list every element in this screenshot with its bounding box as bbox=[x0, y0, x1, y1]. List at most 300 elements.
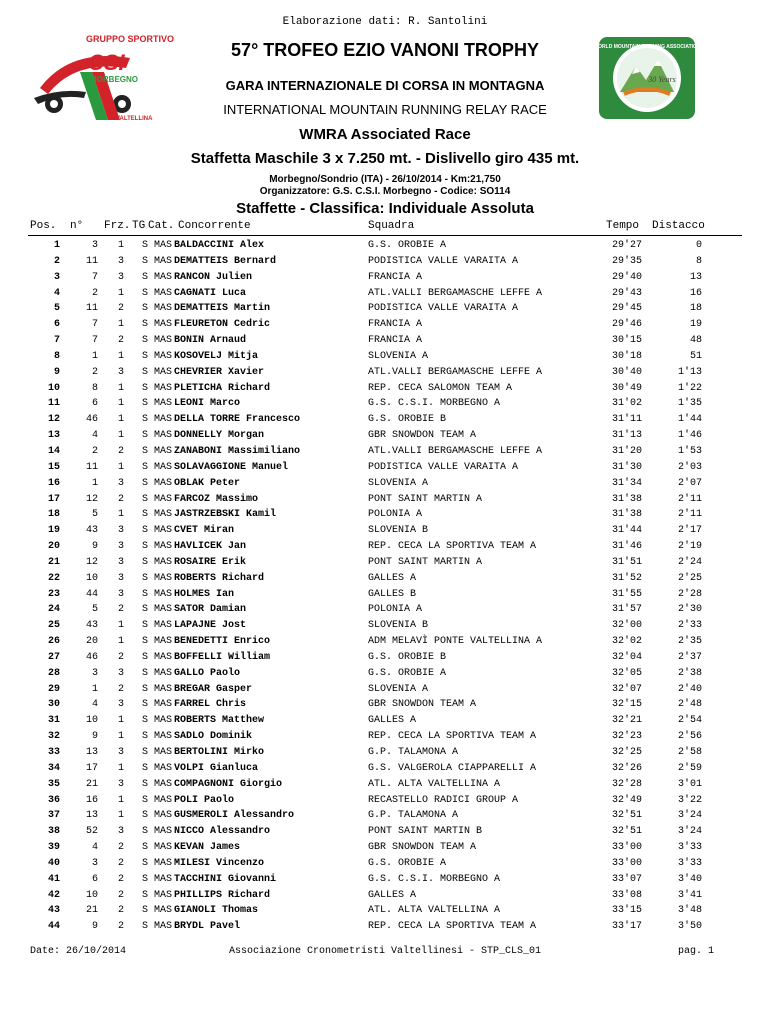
cell-cat: MAS bbox=[154, 303, 173, 315]
cell-tg: S bbox=[141, 857, 148, 869]
cell-pos: 16 bbox=[47, 477, 60, 489]
cell-gap: 1'44 bbox=[677, 414, 702, 426]
cell-name: OBLAK Peter bbox=[174, 477, 241, 489]
cell-pos: 17 bbox=[47, 493, 60, 505]
cell-time: 31'34 bbox=[611, 477, 642, 489]
cell-pos: 8 bbox=[53, 350, 60, 362]
cell-cat: MAS bbox=[154, 541, 173, 553]
cell-frz: 1 bbox=[117, 620, 124, 632]
cell-gap: 8 bbox=[695, 255, 702, 267]
cell-cat: MAS bbox=[154, 461, 173, 473]
cell-num: 4 bbox=[91, 430, 98, 442]
cell-frz: 2 bbox=[117, 604, 124, 616]
cell-team: G.S. C.S.I. MORBEGNO A bbox=[368, 398, 501, 410]
cell-name: SADLO Dominik bbox=[174, 731, 253, 743]
table-row bbox=[0, 460, 770, 476]
cell-name: RANCON Julien bbox=[174, 271, 253, 283]
cell-cat: MAS bbox=[154, 525, 173, 537]
cell-num: 10 bbox=[85, 715, 98, 727]
cell-frz: 1 bbox=[117, 350, 124, 362]
cell-name: DEMATTEIS Martin bbox=[174, 303, 271, 315]
cell-time: 31'38 bbox=[611, 509, 642, 521]
table-row bbox=[0, 666, 770, 682]
race-title: 57° TROFEO EZIO VANONI TROPHY bbox=[231, 40, 539, 60]
cell-name: FARCOZ Massimo bbox=[174, 493, 259, 505]
cell-cat: MAS bbox=[154, 350, 173, 362]
cell-cat: MAS bbox=[154, 699, 173, 711]
cell-time: 31'20 bbox=[611, 445, 642, 457]
cell-time: 33'00 bbox=[611, 842, 642, 854]
cell-pos: 23 bbox=[47, 588, 60, 600]
cell-tg: S bbox=[141, 445, 148, 457]
cell-num: 16 bbox=[85, 794, 98, 806]
footer-page: pag. 1 bbox=[677, 946, 714, 957]
svg-text:CSI: CSI bbox=[88, 50, 125, 75]
cell-time: 31'57 bbox=[611, 604, 642, 616]
cell-time: 32'07 bbox=[611, 683, 642, 695]
cell-num: 46 bbox=[85, 651, 98, 663]
cell-gap: 16 bbox=[689, 287, 702, 299]
cell-gap: 2'28 bbox=[677, 588, 702, 600]
cell-tg: S bbox=[141, 303, 148, 315]
cell-team: G.P. TALAMONA A bbox=[368, 747, 459, 758]
cell-team: GALLES A bbox=[368, 889, 417, 901]
cell-num: 46 bbox=[85, 414, 98, 426]
cell-tg: S bbox=[141, 747, 148, 758]
cell-name: COMPAGNONI Giorgio bbox=[174, 778, 283, 790]
cell-gap: 2'54 bbox=[677, 715, 702, 727]
race-location-date: Morbegno/Sondrio (ITA) - 26/10/2014 - Km:21,750 bbox=[269, 174, 501, 185]
cell-num: 11 bbox=[85, 461, 98, 473]
cell-pos: 27 bbox=[47, 651, 60, 663]
cell-team: SLOVENIA B bbox=[368, 620, 429, 632]
cell-gap: 2'24 bbox=[677, 556, 702, 568]
cell-frz: 1 bbox=[117, 461, 124, 473]
cell-num: 6 bbox=[91, 398, 98, 410]
cell-team: POLONIA A bbox=[368, 509, 423, 521]
cell-pos: 10 bbox=[47, 382, 60, 394]
cell-name: BERTOLINI Mirko bbox=[174, 747, 265, 758]
cell-frz: 3 bbox=[117, 525, 124, 537]
table-row bbox=[0, 650, 770, 666]
cell-pos: 26 bbox=[47, 636, 60, 648]
data-credit: Elaborazione dati: R. Santolini bbox=[282, 16, 488, 28]
cell-frz: 3 bbox=[117, 747, 124, 758]
col-pos: Pos. bbox=[30, 220, 57, 232]
cell-time: 29'35 bbox=[611, 255, 642, 267]
cell-tg: S bbox=[141, 842, 148, 854]
cell-team: GALLES A bbox=[368, 572, 417, 584]
cell-pos: 13 bbox=[47, 430, 60, 442]
table-row bbox=[0, 808, 770, 824]
cell-team: PODISTICA VALLE VARAITA A bbox=[368, 255, 519, 267]
cell-tg: S bbox=[141, 477, 148, 489]
cell-cat: MAS bbox=[154, 731, 173, 743]
cell-name: SOLAVAGGIONE Manuel bbox=[174, 461, 289, 473]
ranking-title: Staffette - Classifica: Individuale Assoluta bbox=[236, 200, 534, 217]
cell-pos: 24 bbox=[47, 604, 60, 616]
cell-tg: S bbox=[141, 461, 148, 473]
cell-pos: 39 bbox=[47, 842, 60, 854]
cell-tg: S bbox=[141, 271, 148, 283]
cell-frz: 3 bbox=[117, 572, 124, 584]
cell-num: 1 bbox=[91, 477, 98, 489]
cell-num: 43 bbox=[85, 525, 98, 537]
table-row bbox=[0, 270, 770, 286]
cell-name: MILESI Vincenzo bbox=[174, 857, 265, 869]
cell-gap: 2'56 bbox=[677, 731, 702, 743]
cell-cat: MAS bbox=[154, 636, 173, 648]
cell-pos: 25 bbox=[47, 620, 60, 632]
cell-team: POLONIA A bbox=[368, 604, 423, 616]
col-team: Squadra bbox=[368, 220, 415, 232]
cell-time: 31'11 bbox=[611, 414, 642, 426]
cell-team: SLOVENIA B bbox=[368, 525, 429, 537]
table-row bbox=[0, 254, 770, 270]
cell-gap: 18 bbox=[689, 303, 702, 315]
cell-pos: 44 bbox=[47, 921, 60, 933]
table-row bbox=[0, 793, 770, 809]
cell-tg: S bbox=[141, 255, 148, 267]
cell-team: G.S. OROBIE A bbox=[368, 857, 447, 869]
table-row bbox=[0, 286, 770, 302]
cell-name: PLETICHA Richard bbox=[174, 382, 271, 394]
cell-name: BOFFELLI William bbox=[174, 651, 271, 663]
cell-gap: 2'37 bbox=[677, 651, 702, 663]
cell-gap: 48 bbox=[689, 335, 702, 347]
table-row bbox=[0, 396, 770, 412]
cell-gap: 2'30 bbox=[677, 604, 702, 616]
cell-time: 29'27 bbox=[611, 240, 642, 251]
page-footer bbox=[0, 946, 770, 960]
cell-gap: 3'33 bbox=[677, 842, 702, 854]
cell-time: 29'46 bbox=[611, 319, 642, 331]
cell-gap: 3'22 bbox=[677, 794, 702, 806]
cell-team: GBR SNOWDON TEAM A bbox=[368, 699, 477, 711]
cell-gap: 2'11 bbox=[677, 509, 702, 521]
cell-frz: 2 bbox=[117, 651, 124, 663]
cell-gap: 2'19 bbox=[677, 541, 702, 553]
cell-cat: MAS bbox=[154, 604, 173, 616]
cell-frz: 2 bbox=[117, 842, 124, 854]
cell-tg: S bbox=[141, 287, 148, 299]
cell-team: SLOVENIA A bbox=[368, 350, 429, 362]
cell-tg: S bbox=[141, 525, 148, 537]
cell-gap: 1'46 bbox=[677, 430, 702, 442]
cell-team: PONT SAINT MARTIN A bbox=[368, 556, 483, 568]
svg-text:WORLD MOUNTAIN RUNNING ASSOCIA: WORLD MOUNTAIN RUNNING ASSOCIATION bbox=[593, 44, 701, 50]
cell-tg: S bbox=[141, 335, 148, 347]
cell-num: 7 bbox=[91, 319, 98, 331]
cell-time: 29'43 bbox=[611, 287, 642, 299]
wmra-label: WMRA Associated Race bbox=[299, 126, 471, 143]
cell-gap: 2'58 bbox=[677, 747, 702, 758]
table-row bbox=[0, 587, 770, 603]
cell-cat: MAS bbox=[154, 398, 173, 410]
cell-cat: MAS bbox=[154, 382, 173, 394]
cell-gap: 1'22 bbox=[677, 382, 702, 394]
cell-time: 32'04 bbox=[611, 651, 642, 663]
cell-pos: 6 bbox=[53, 319, 60, 331]
cell-tg: S bbox=[141, 556, 148, 568]
cell-tg: S bbox=[141, 240, 148, 251]
cell-tg: S bbox=[141, 699, 148, 711]
cell-gap: 2'48 bbox=[677, 699, 702, 711]
cell-name: VOLPI Gianluca bbox=[174, 762, 259, 774]
cell-num: 7 bbox=[91, 271, 98, 283]
cell-num: 20 bbox=[85, 636, 98, 648]
cell-pos: 9 bbox=[53, 366, 60, 378]
col-cat: Cat. bbox=[148, 220, 175, 232]
cell-name: GUSMEROLI Alessandro bbox=[174, 810, 295, 822]
cell-tg: S bbox=[141, 794, 148, 806]
cell-cat: MAS bbox=[154, 794, 173, 806]
cell-pos: 33 bbox=[47, 747, 60, 758]
table-row bbox=[0, 872, 770, 888]
cell-team: G.P. TALAMONA A bbox=[368, 810, 459, 822]
cell-cat: MAS bbox=[154, 588, 173, 600]
race-organizer: Organizzatore: G.S. C.S.I. Morbegno - Codice: SO114 bbox=[259, 186, 511, 197]
table-row bbox=[0, 238, 770, 254]
table-row bbox=[0, 713, 770, 729]
cell-frz: 1 bbox=[117, 810, 124, 822]
cell-team: G.S. OROBIE B bbox=[368, 414, 447, 426]
cell-frz: 2 bbox=[117, 493, 124, 505]
svg-text:VALTELLINA: VALTELLINA bbox=[116, 116, 153, 122]
cell-pos: 2 bbox=[53, 255, 60, 267]
cell-name: POLI Paolo bbox=[174, 794, 235, 806]
cell-tg: S bbox=[141, 382, 148, 394]
cell-cat: MAS bbox=[154, 319, 173, 331]
cell-num: 2 bbox=[91, 287, 98, 299]
cell-pos: 12 bbox=[47, 414, 60, 426]
table-row bbox=[0, 919, 770, 935]
cell-team: FRANCIA A bbox=[368, 271, 423, 283]
cell-num: 9 bbox=[91, 731, 98, 743]
cell-num: 9 bbox=[91, 541, 98, 553]
table-header bbox=[0, 220, 770, 236]
cell-pos: 19 bbox=[47, 525, 60, 537]
cell-team: PODISTICA VALLE VARAITA A bbox=[368, 461, 519, 473]
race-subtitle: GARA INTERNAZIONALE DI CORSA IN MONTAGNA bbox=[225, 78, 545, 93]
cell-name: NICCO Alessandro bbox=[174, 826, 271, 838]
results-table bbox=[0, 238, 770, 935]
cell-frz: 3 bbox=[117, 255, 124, 267]
cell-team: PONT SAINT MARTIN B bbox=[368, 826, 483, 838]
cell-tg: S bbox=[141, 651, 148, 663]
cell-time: 29'40 bbox=[611, 271, 642, 283]
cell-num: 12 bbox=[85, 556, 98, 568]
cell-tg: S bbox=[141, 731, 148, 743]
cell-tg: S bbox=[141, 921, 148, 933]
cell-team: ATL. ALTA VALTELLINA A bbox=[368, 905, 501, 917]
cell-time: 31'55 bbox=[611, 588, 642, 600]
cell-time: 30'49 bbox=[611, 382, 642, 394]
cell-frz: 1 bbox=[117, 414, 124, 426]
cell-name: CVET Miran bbox=[174, 525, 235, 537]
cell-frz: 1 bbox=[117, 398, 124, 410]
cell-team: GALLES A bbox=[368, 715, 417, 727]
cell-team: ATL.VALLI BERGAMASCHE LEFFE A bbox=[368, 366, 543, 378]
cell-gap: 2'35 bbox=[677, 636, 702, 648]
cell-frz: 1 bbox=[117, 762, 124, 774]
cell-name: DEMATTEIS Bernard bbox=[174, 255, 277, 267]
cell-frz: 1 bbox=[117, 430, 124, 442]
cell-pos: 42 bbox=[47, 889, 60, 901]
cell-time: 32'02 bbox=[611, 636, 642, 648]
cell-cat: MAS bbox=[154, 921, 173, 933]
cell-team: GBR SNOWDON TEAM A bbox=[368, 430, 477, 442]
cell-cat: MAS bbox=[154, 366, 173, 378]
cell-frz: 3 bbox=[117, 366, 124, 378]
cell-pos: 32 bbox=[47, 731, 60, 743]
cell-num: 12 bbox=[85, 493, 98, 505]
cell-team: FRANCIA A bbox=[368, 319, 423, 331]
cell-team: G.S. VALGEROLA CIAPPARELLI A bbox=[368, 762, 537, 774]
cell-cat: MAS bbox=[154, 762, 173, 774]
cell-num: 3 bbox=[91, 667, 98, 679]
cell-tg: S bbox=[141, 905, 148, 917]
cell-gap: 2'25 bbox=[677, 572, 702, 584]
cell-name: GIANOLI Thomas bbox=[174, 905, 259, 917]
cell-frz: 1 bbox=[117, 240, 124, 251]
cell-frz: 2 bbox=[117, 335, 124, 347]
cell-frz: 1 bbox=[117, 715, 124, 727]
cell-name: FARREL Chris bbox=[174, 699, 247, 711]
cell-pos: 14 bbox=[47, 445, 60, 457]
cell-num: 2 bbox=[91, 366, 98, 378]
cell-gap: 3'48 bbox=[677, 905, 702, 917]
cell-frz: 1 bbox=[117, 319, 124, 331]
table-row bbox=[0, 697, 770, 713]
cell-tg: S bbox=[141, 762, 148, 774]
cell-gap: 0 bbox=[695, 240, 702, 251]
cell-cat: MAS bbox=[154, 842, 173, 854]
cell-cat: MAS bbox=[154, 810, 173, 822]
cell-gap: 3'24 bbox=[677, 810, 702, 822]
table-row bbox=[0, 428, 770, 444]
cell-gap: 2'07 bbox=[677, 477, 702, 489]
cell-tg: S bbox=[141, 604, 148, 616]
cell-pos: 30 bbox=[47, 699, 60, 711]
table-row bbox=[0, 555, 770, 571]
cell-gap: 2'17 bbox=[677, 525, 702, 537]
col-tg: TG bbox=[132, 220, 146, 232]
cell-cat: MAS bbox=[154, 271, 173, 283]
cell-team: SLOVENIA A bbox=[368, 683, 429, 695]
table-row bbox=[0, 317, 770, 333]
cell-frz: 1 bbox=[117, 382, 124, 394]
table-row bbox=[0, 729, 770, 745]
cell-frz: 1 bbox=[117, 731, 124, 743]
cell-cat: MAS bbox=[154, 667, 173, 679]
cell-time: 32'49 bbox=[611, 794, 642, 806]
col-num: n° bbox=[70, 220, 84, 232]
cell-tg: S bbox=[141, 620, 148, 632]
cell-name: DONNELLY Morgan bbox=[174, 430, 265, 442]
cell-tg: S bbox=[141, 588, 148, 600]
cell-time: 33'07 bbox=[611, 873, 642, 885]
table-row bbox=[0, 412, 770, 428]
cell-name: HAVLICEK Jan bbox=[174, 541, 247, 553]
cell-frz: 2 bbox=[117, 873, 124, 885]
cell-time: 32'23 bbox=[611, 731, 642, 743]
cell-team: ATL. ALTA VALTELLINA A bbox=[368, 778, 501, 790]
cell-name: DELLA TORRE Francesco bbox=[174, 414, 301, 426]
cell-pos: 31 bbox=[47, 715, 60, 727]
cell-cat: MAS bbox=[154, 572, 173, 584]
cell-tg: S bbox=[141, 572, 148, 584]
cell-time: 30'18 bbox=[611, 350, 642, 362]
col-time: Tempo bbox=[606, 220, 640, 232]
table-row bbox=[0, 365, 770, 381]
cell-cat: MAS bbox=[154, 509, 173, 521]
cell-name: GALLO Paolo bbox=[174, 667, 241, 679]
cell-frz: 3 bbox=[117, 778, 124, 790]
cell-team: G.S. OROBIE B bbox=[368, 651, 447, 663]
cell-gap: 1'53 bbox=[677, 445, 702, 457]
footer-date: Date: 26/10/2014 bbox=[30, 946, 127, 957]
cell-num: 11 bbox=[85, 303, 98, 315]
cell-frz: 1 bbox=[117, 794, 124, 806]
cell-cat: MAS bbox=[154, 477, 173, 489]
cell-cat: MAS bbox=[154, 414, 173, 426]
cell-team: REP. CECA SALOMON TEAM A bbox=[368, 382, 513, 394]
cell-name: BENEDETTI Enrico bbox=[174, 636, 271, 648]
cell-tg: S bbox=[141, 873, 148, 885]
cell-time: 33'00 bbox=[611, 857, 642, 869]
col-name: Concorrente bbox=[178, 220, 251, 232]
cell-team: GALLES B bbox=[368, 588, 417, 600]
cell-gap: 2'40 bbox=[677, 683, 702, 695]
race-subtitle-english: INTERNATIONAL MOUNTAIN RUNNING RELAY RACE bbox=[223, 102, 547, 117]
table-row bbox=[0, 618, 770, 634]
cell-team: G.S. OROBIE A bbox=[368, 667, 447, 679]
cell-gap: 19 bbox=[689, 319, 702, 331]
race-description: Staffetta Maschile 3 x 7.250 mt. - Dislivello giro 435 mt. bbox=[190, 150, 580, 167]
cell-tg: S bbox=[141, 398, 148, 410]
cell-name: BALDACCINI Alex bbox=[174, 240, 265, 251]
cell-team: G.S. C.S.I. MORBEGNO A bbox=[368, 873, 501, 885]
cell-tg: S bbox=[141, 683, 148, 695]
cell-frz: 2 bbox=[117, 683, 124, 695]
cell-tg: S bbox=[141, 541, 148, 553]
cell-pos: 20 bbox=[47, 541, 60, 553]
col-gap: Distacco bbox=[652, 220, 705, 232]
svg-text:GRUPPO SPORTIVO: GRUPPO SPORTIVO bbox=[86, 34, 175, 44]
cell-team: RECASTELLO RADICI GROUP A bbox=[368, 794, 519, 806]
cell-time: 31'02 bbox=[611, 398, 642, 410]
cell-num: 10 bbox=[85, 889, 98, 901]
cell-time: 32'51 bbox=[611, 810, 642, 822]
table-row bbox=[0, 856, 770, 872]
cell-pos: 40 bbox=[47, 857, 60, 869]
cell-name: SATOR Damian bbox=[174, 604, 247, 616]
cell-cat: MAS bbox=[154, 873, 173, 885]
cell-pos: 34 bbox=[47, 762, 60, 774]
table-row bbox=[0, 523, 770, 539]
table-row bbox=[0, 761, 770, 777]
table-row bbox=[0, 492, 770, 508]
cell-pos: 29 bbox=[47, 683, 60, 695]
cell-pos: 41 bbox=[47, 873, 60, 885]
cell-cat: MAS bbox=[154, 889, 173, 901]
table-row bbox=[0, 634, 770, 650]
table-row bbox=[0, 381, 770, 397]
cell-name: BONIN Arnaud bbox=[174, 335, 247, 347]
cell-cat: MAS bbox=[154, 493, 173, 505]
cell-tg: S bbox=[141, 636, 148, 648]
